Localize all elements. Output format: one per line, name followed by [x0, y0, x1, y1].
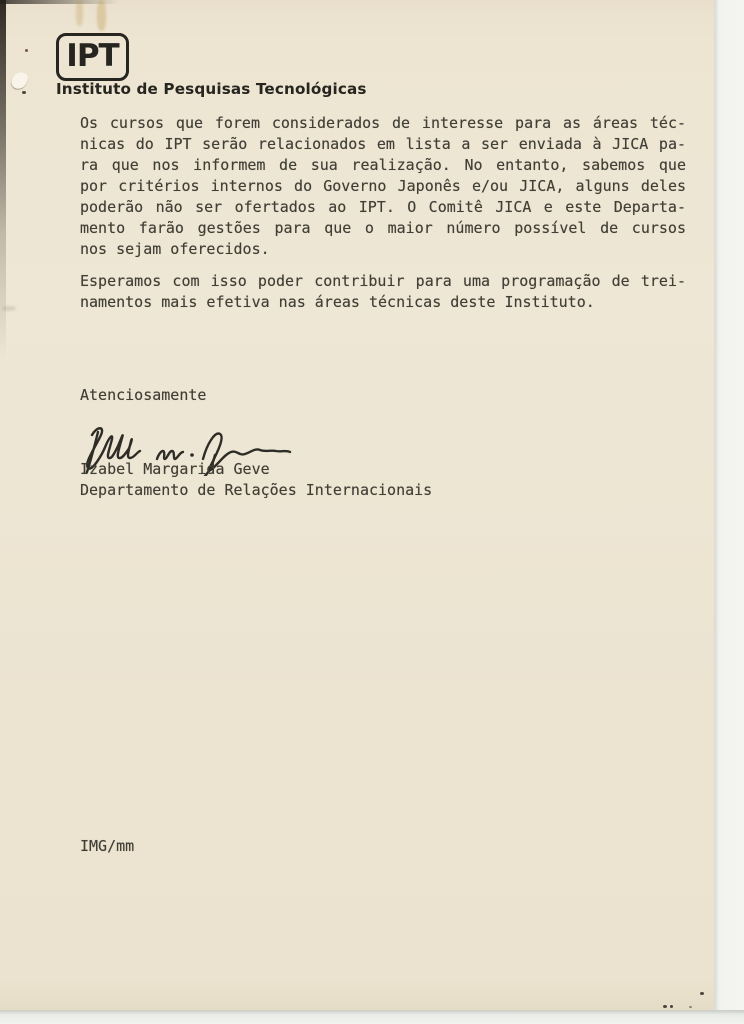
paper-smudge: [2, 306, 16, 311]
salutation: Atenciosamente: [80, 386, 207, 404]
org-name: Instituto de Pesquisas Tecnológicas: [56, 80, 367, 98]
paragraph-2: [80, 271, 686, 313]
body-line: Esperamos com isso poder contribuir para uma programação de trei-: [80, 272, 686, 290]
paper-speck: [700, 992, 704, 995]
paper-speck: [22, 91, 26, 94]
body-line: ra que nos informem de sua realização. No entanto, sabemos que: [80, 156, 686, 174]
paper-speck: [670, 1005, 673, 1008]
body-line: Os cursos que forem considerados de interesse para as áreas téc-: [80, 114, 686, 132]
signer-name: Izabel Margarida Geve: [80, 460, 270, 478]
signer-department: Departamento de Relações Internacionais: [80, 481, 433, 499]
reference-initials: IMG/mm: [80, 837, 135, 855]
paper-speck: [25, 49, 28, 52]
ipt-logo: [56, 33, 129, 81]
body-line: por critérios internos do Governo Japonês e/ou JICA, alguns deles: [80, 177, 686, 195]
body-line: nicas do IPT serão relacionados em lista a ser enviada à JICA pa-: [80, 135, 686, 153]
paragraph-1: [80, 113, 686, 260]
ipt-logo-text: IPT: [66, 37, 119, 74]
body-line: namentos mais efetiva nas áreas técnicas deste Instituto.: [80, 293, 595, 311]
body-line: nos sejam oferecidos.: [80, 240, 270, 258]
paper-tear: [10, 70, 30, 91]
body-line: poderão não ser ofertados ao IPT. O Comitê JICA e este Departa-: [80, 198, 686, 216]
paper-speck: [689, 1006, 692, 1008]
paper-speck: [663, 1005, 667, 1008]
paper-stain: [97, 0, 106, 31]
scanner-background-right: [714, 0, 744, 1010]
letter-body: [80, 113, 686, 313]
paper-stain: [76, 0, 83, 26]
scanner-background-bottom: [0, 1010, 744, 1024]
body-line: mento farão gestões para que o maior número possível de cursos: [80, 219, 686, 237]
